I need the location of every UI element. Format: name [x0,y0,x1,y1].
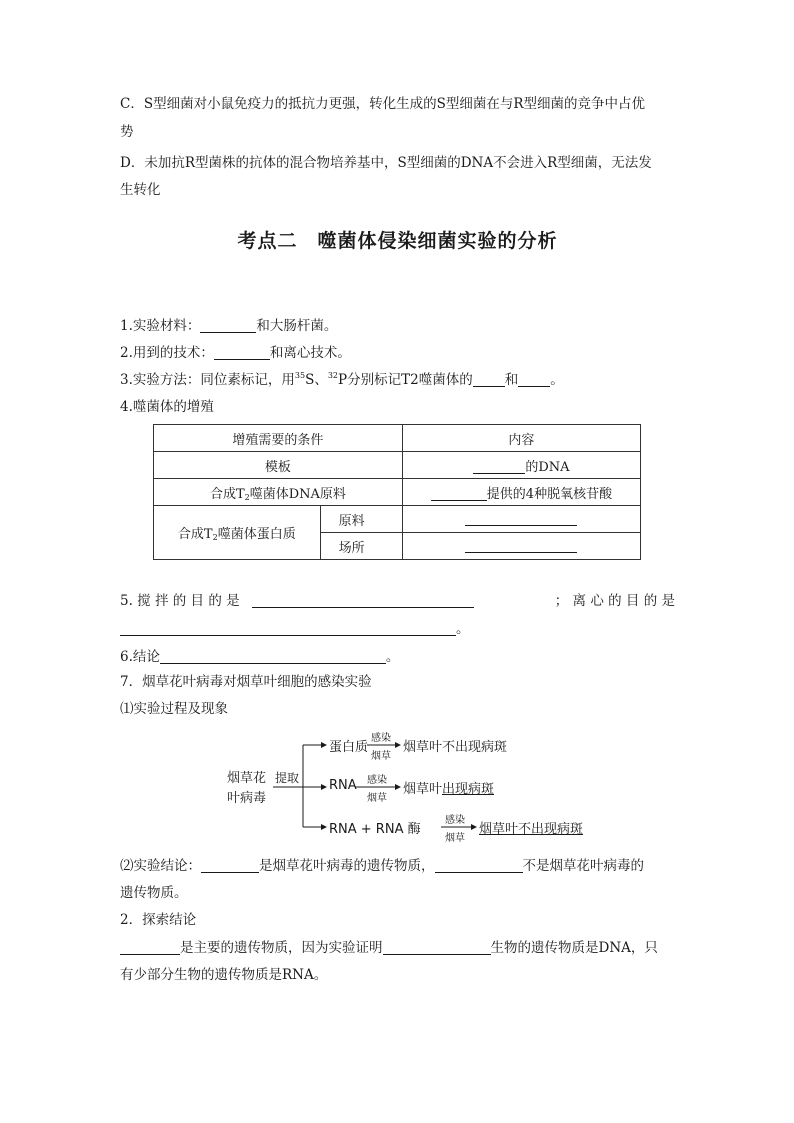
item-6-text: 6.结论 [120,649,160,665]
arrow-label-tobacco: 烟草 [371,751,391,762]
arrow-label-infect: 感染 [367,775,387,786]
isotope-sulfur-mass: 35 [294,371,306,380]
blank-field[interactable] [120,621,456,636]
option-c-line2: 势 [120,124,134,140]
item-6-end: 。 [385,649,400,665]
table-row [154,452,641,479]
arrow-label-infect: 感染 [445,815,465,826]
diagram-extract-label: 提取 [275,771,300,785]
blank-field[interactable] [465,538,577,553]
blank-field[interactable] [435,858,523,873]
table-cell: 模板 [154,452,403,479]
item-3-text-b: S、 [305,372,328,388]
table-cell-text-a: 合成T [177,527,213,542]
diagram-branch-protein: 蛋白质 [329,740,369,755]
table-header-cell: 增殖需要的条件 [154,425,403,452]
blank-field[interactable] [214,345,270,360]
blank-field[interactable] [383,940,491,955]
explore-line2: 有少部分生物的遗传物质是RNA。 [120,967,328,983]
item-3-text-a: 3.实验方法：同位素标记，用 [120,372,295,388]
arrow-label-infect: 感染 [371,733,391,744]
item-3-text-c: P分别标记T2噬菌体的 [338,372,473,388]
explore-line1 [120,938,658,958]
blank-field[interactable] [465,511,577,526]
section-title: 考点二 噬菌体侵染细菌实验的分析 [237,230,558,252]
blank-field[interactable] [120,940,180,955]
tmv-experiment-diagram [225,725,585,845]
item-1 [120,316,337,336]
blank-field[interactable] [473,459,525,474]
conclusion-text-a: ⑵实验结论： [120,858,201,874]
table-cell-text-b: 噬菌体蛋白质 [217,527,296,542]
diagram-result-lesion [403,778,494,797]
table-header-cell: 内容 [402,425,640,452]
item-2-text-b: 和离心技术。 [269,345,351,361]
option-d-line2: 生转化 [120,182,161,198]
conclusion-text-c: 不是烟草花叶病毒的 [522,858,644,874]
option-d-line1: D．未加抗R型菌株的抗体的混合物培养基中，S型细菌的DNA不会进入R型细菌，无法发 [120,155,652,171]
item-2 [120,343,351,363]
arrow-label-tobacco: 烟草 [367,793,387,804]
table-cell [402,452,640,479]
item-7: 7．烟草花叶病毒对烟草叶细胞的感染实验 [120,674,372,690]
blank-field[interactable] [431,486,487,501]
item-5-end: 。 [456,621,470,637]
explore-text-a: 是主要的遗传物质，因为实验证明 [180,940,383,956]
blank-field[interactable] [252,593,474,608]
table-cell-text: 的DNA [525,459,570,475]
item-1-text-a: 1.实验材料： [120,318,201,334]
conclusion-text-b: 是烟草花叶病毒的遗传物质， [259,858,435,874]
blank-field[interactable] [518,372,550,387]
item-5-text-b: ； 离 心 的 目 的 是 [554,593,675,609]
table-row [154,479,641,506]
table-cell [154,479,403,506]
item-3-text-e: 。 [550,372,564,388]
item-7-sub: ⑴实验过程及现象 [120,701,228,717]
table-row [154,506,641,533]
arrow-label-tobacco: 烟草 [445,833,465,844]
item-1-text-b: 和大肠杆菌。 [256,318,338,334]
result-lesion-text: 烟草叶出现病斑 [403,782,495,797]
explore-heading: 2．探索结论 [120,912,197,928]
item-3-text-d: 和 [504,372,519,388]
table-cell-text: 提供的4种脱氧核苷酸 [486,486,613,502]
blank-field[interactable] [160,649,386,664]
option-c-line1: C．S型细菌对小鼠免疫力的抵抗力更强，转化生成的S型细菌在与R型细菌的竞争中占优 [120,96,645,112]
table-cell [154,506,321,560]
item-5-text-a: 5. 搅 拌 的 目 的 是 [120,593,240,609]
table-cell: 场所 [320,533,402,560]
diagram-source-line1: 烟草花 [227,771,267,786]
conclusion-line1 [120,856,644,876]
table-cell [402,479,640,506]
item-3 [120,370,564,390]
table-cell: 原料 [320,506,402,533]
item-4: 4.噬菌体的增殖 [120,399,214,415]
explore-text-b: 生物的遗传物质是DNA，只 [490,940,658,956]
subscript: 2 [244,492,250,502]
blank-field[interactable] [201,858,259,873]
diagram-result-no-lesion-2: 烟草叶不出现病斑 [479,822,584,837]
table-cell-text-a: 合成T [209,486,245,502]
item-2-text-a: 2.用到的技术： [120,345,214,361]
blank-field[interactable] [473,372,505,387]
table-cell-text-b: 噬菌体DNA原料 [249,486,346,502]
subscript: 2 [212,533,218,542]
conclusion-line2: 遗传物质。 [120,885,188,901]
diagram-branch-rna: RNA [329,778,357,793]
diagram-result-no-lesion: 烟草叶不出现病斑 [403,740,508,755]
replication-table [153,424,641,560]
table-cell [402,533,640,560]
diagram-source-line2: 叶病毒 [227,791,267,806]
item-5-line2 [120,619,470,639]
table-cell [402,506,640,533]
diagram-branch-rna-rnase: RNA + RNA 酶 [329,822,421,837]
item-5-line1 [120,591,675,611]
table-row [154,425,641,452]
item-6 [120,647,399,667]
blank-field[interactable] [200,318,256,333]
isotope-phosphorus-mass: 32 [327,371,339,380]
